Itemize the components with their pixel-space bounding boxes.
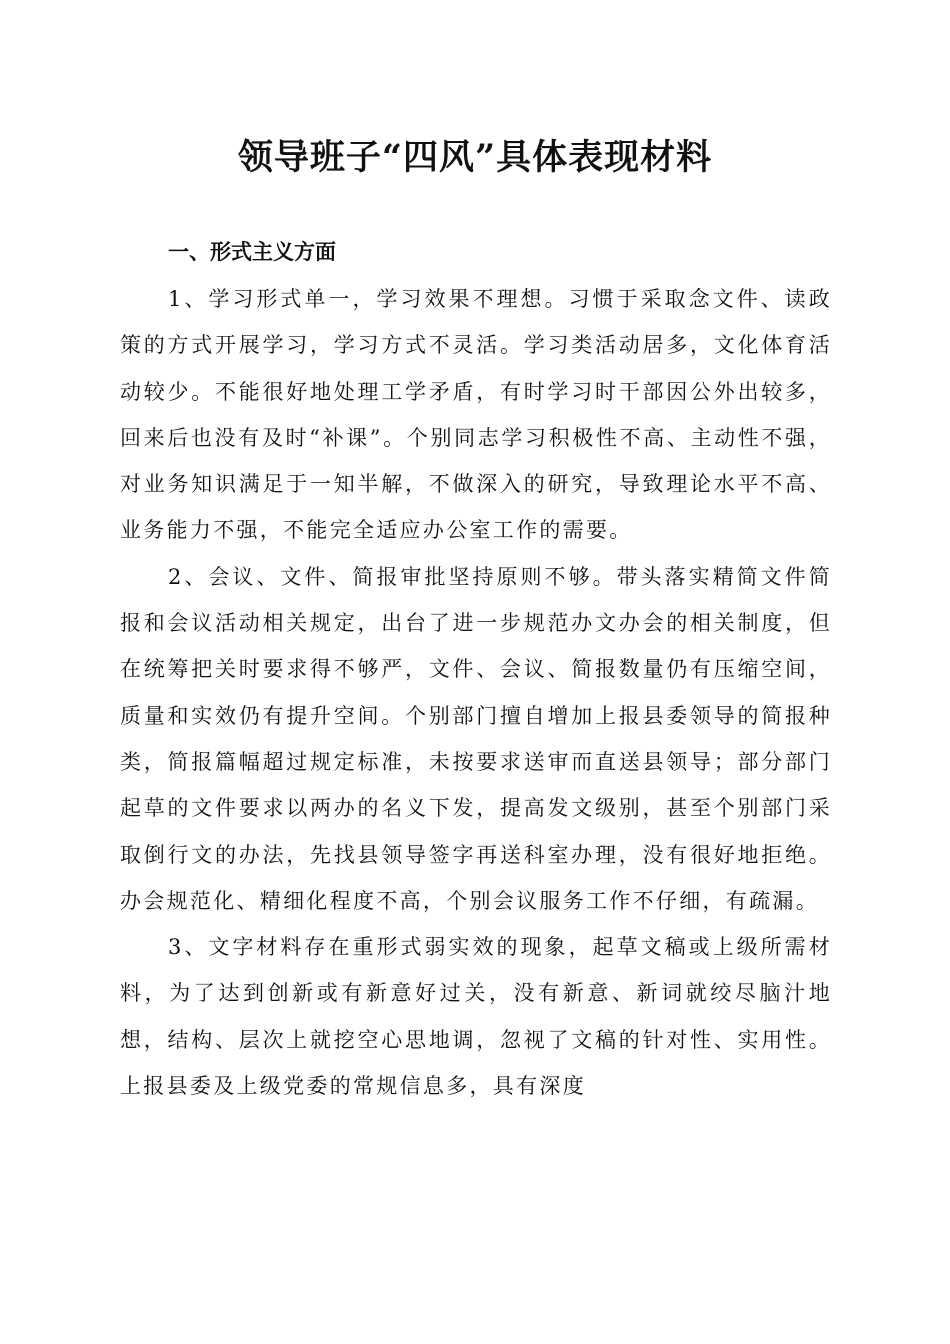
section-heading: 一、形式主义方面 <box>168 240 336 264</box>
document-title: 领导班子“四风”具体表现材料 <box>237 137 713 178</box>
paragraph-2: 2、会议、文件、简报审批坚持原则不够。带头落实精简文件简报和会议活动相关规定，出台了进一步规范办文办会的相关制度，但在统筹把关时要求得不够严，文件、会议、简报数量仍有压缩空间，质量和实效仍有提升空间。个别部门擅自增加上报县委领导的简报种类，简报篇幅超过规定标准，未按要求送审而直送县领导；部分部门起草的文件要求以两办的名义下发，提高发文级别，甚至个别部门采取倒行文的办法，先找县领导签字再送科室办理，没有很好地拒绝。办会规范化、精细化程度不高，个别会议服务工作不仔细，有疏漏。 <box>120 564 832 913</box>
document-body <box>120 228 832 1109</box>
paragraph-1: 1、学习形式单一，学习效果不理想。习惯于采取念文件、读政策的方式开展学习，学习方式不灵活。学习类活动居多，文化体育活动较少。不能很好地处理工学矛盾，有时学习时干部因公外出较多，回来后也没有及时“补课”。个别同志学习积极性不高、主动性不强，对业务知识满足于一知半解，不做深入的研究，导致理论水平不高、业务能力不强，不能完全适应办公室工作的需要。 <box>120 287 832 543</box>
paragraph-3: 3、文字材料存在重形式弱实效的现象，起草文稿或上级所需材料，为了达到创新或有新意好过关，没有新意、新词就绞尽脑汁地想，结构、层次上就挖空心思地调，忽视了文稿的针对性、实用性。上报县委及上级党委的常规信息多，具有深度 <box>120 935 832 1099</box>
